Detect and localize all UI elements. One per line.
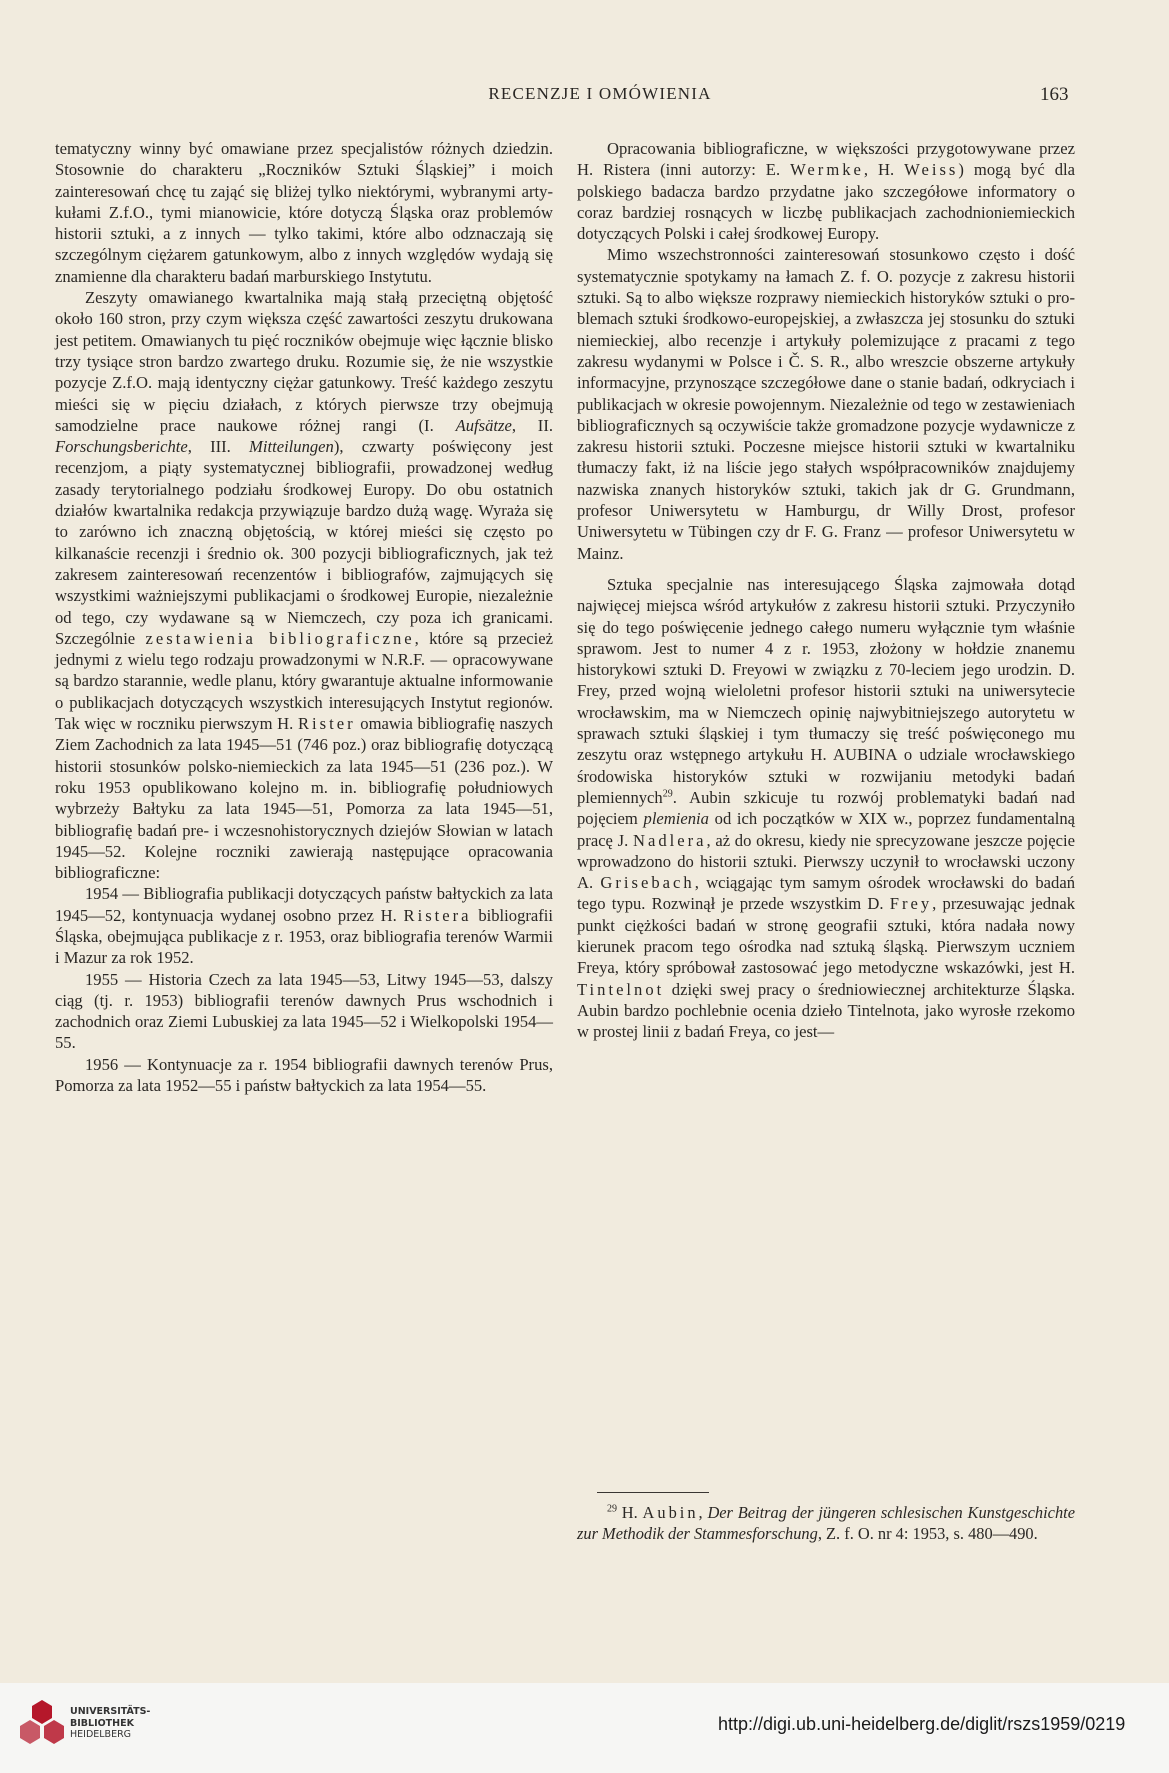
spaced-name: Rister xyxy=(297,714,356,734)
italic-term: Aufsätze xyxy=(455,415,512,435)
footnote-title: Der Beitrag der jüngeren schlesischen Kunstgeschichte zur Methodik der Stammesforschung xyxy=(577,1503,1075,1544)
text-run: 1954 — Bibliografia publikacji dotyczących państw bałtyckich za lata 1945—52, kontynuacja wydanej osobno przez H. xyxy=(55,884,553,925)
right-paragraph-2: Mimo wszechstronności zainteresowań stosunkowo często i dość systematycznie spotykamy na łamach Z. f. O. pozycje z zakresu historii sztuki. Są to albo większe rozprawy niemieckich historyków sztuki o problemach sztuki środkowo-europejskiej, a zwłaszcza jej stosunku do sztuki niemieckiej, albo recenzje i artykuły polemizujące z pracami z tego zakresu wydanymi w Polsce i Č. S. R., albo wreszcie obszerne artykuły informacyjne, przynoszące szczegółowe dane o stanie badań, odkryciach i publikacjach w okresie powojennym. Niezależnie od tego w zestawieniach bibliograficznych są oczywiście także gromadzone pozycje wydawnicze z zakresu historii sztuki. Poczesne miejsce historii sztuki w kwartalniku tłumaczy fakt, iż na liście jego stałych współpracowników znajdujemy nazwiska znanych historyków sztuki, takich jak dr G. Grundmann, profesor Uniwersytetu w Hamburgu, dr Willy Drost, profesor Uniwersytetu w Tübingen czy dr F. G. Franz — profesor Uniwersytetu w Mainz. xyxy=(577,245,1075,563)
italic-term: plemienia xyxy=(643,809,709,829)
spaced-name: Ristera xyxy=(403,905,472,925)
left-column xyxy=(55,138,553,1096)
library-name-line: BIBLIOTHEK xyxy=(70,1717,134,1729)
right-column xyxy=(577,138,1075,1042)
library-name-line: UNIVERSITÄTS- xyxy=(70,1706,151,1717)
right-paragraph-3 xyxy=(577,574,1075,1043)
library-seal-icon xyxy=(18,1698,66,1752)
spaced-name: Nadlera xyxy=(632,830,707,850)
left-paragraph-1: tematyczny winny być omawiane przez specjalistów różnych dziedzin. Stosownie do charakteru „Roczników Sztuki Śląskiej” i moich zainteresowań chcę tu zająć się bliżej tylko niektórymi, wybranymi artykułami Z.f.O., tymi mianowicie, które dotyczą Śląska oraz problemów historii sztuki, a z innych — tylko takimi, które albo odznaczają się szczególnym ciężarem gatunkowym, albo z innych względów wydają się znamienne dla charakteru badań marburskiego Instytutu. xyxy=(55,139,553,286)
spaced-name: Frey xyxy=(889,894,933,914)
library-logo[interactable] xyxy=(18,1696,168,1756)
spaced-term: zestawienia bibliograficzne xyxy=(145,628,415,648)
footnote-divider xyxy=(597,1492,709,1493)
text-run: bibliografii Śląska, obejmująca publikacje z r. 1953, oraz bibliografia terenów Warmii i Mazur za rok 1952. xyxy=(55,905,554,968)
left-paragraph-4: 1955 — Historia Czech za lata 1945—53, Litwy 1945—53, dalszy ciąg (tj. r. 1953) bibliografii terenów dawnych Prus wschodnich i zachodnich oraz Ziemi Lubuskiej za lata 1945—52 i Wielkopolski 1954—55. xyxy=(55,969,553,1053)
left-paragraph-2 xyxy=(55,287,553,883)
text-run: omawia bibliografię naszych Ziem Zachodnich za lata 1945—51 (746 poz.) oraz bibliografię dotyczącą historii stosunków polsko-niemieckich za lata 1945—51 (236 poz.). W roku 1953 opublikowano kolejno m. in. bibliografię południowych wybrzeży Bałtyku za lata 1945—51, Pomorza za lata 1945—51, bibliografię badań pre- i wczesnohistorycznych dziejów Słowian w latach 1945—52. Kolejne roczniki zawierają następujące opracowania bibliograficzne: xyxy=(55,714,553,883)
page-number: 163 xyxy=(1040,84,1069,105)
permalink-url[interactable]: http://digi.ub.uni-heidelberg.de/diglit/rszs1959/0219 xyxy=(718,1714,1126,1734)
footnote-ref: 29 xyxy=(662,788,673,800)
text-run: . Aubin szkicuje tu rozwój problematyki badań nad pojęciem xyxy=(577,787,1075,829)
spaced-name: Grisebach xyxy=(600,873,695,893)
text-run: dzięki swej pracy o średniowiecznej architekturze Śląska. Aubin bardzo pochlebnie ocenia dzieło Tintelnota, jako wyrosłe rzekomo w prostej linii z badań Freya, co jest— xyxy=(577,979,1075,1042)
spaced-name: Tintelnot xyxy=(577,979,665,999)
left-paragraph-5: 1956 — Kontynuacje za r. 1954 bibliografii dawnych terenów Prus, Pomorza za lata 1952—55 i państw bałtyckich za lata 1954—55. xyxy=(55,1054,553,1096)
library-name-line: HEIDELBERG xyxy=(70,1729,132,1740)
library-name xyxy=(70,1706,150,1741)
footnote-citation: , Z. f. O. nr 4: 1953, s. 480—490. xyxy=(817,1524,1038,1544)
text-run: , H. xyxy=(863,160,905,180)
text-run: , II. xyxy=(511,415,554,435)
text-run: , aż do okresu, kiedy nie sprecyzowane jeszcze pojęcie wprowadzono do historii sztuki. Pierwszy uczynił to wrocławski uczony A. xyxy=(577,830,1076,893)
text-run: Zeszyty omawianego kwartalnika mają stałą przeciętną objętość około 160 stron, przy czym większa część zawartości zeszytu drukowana jest petitem. Omawianych tu pięć roczników obejmuje więc łącznie blisko trzy tysiące stron bardzo zwartego druku. Rozumie się, że nie wszystkie pozycje Z.f.O. mają identyczny ciężar gatunkowy. Treść każdego zeszytu mieści się w pięciu działach, z których pierwsze trzy obejmują samodzielne prace naukowe różnej rangi (I. xyxy=(55,288,553,435)
text-run: ), czwarty poświęcony jest recenzjom, a piąty systematycznej bibliografii, prowadzonej według zasady terytorialnego podziału środkowej Europy. Do obu ostatnich działów kwartalnika redakcja przywiązuje bardzo dużą wagę. Wyraża się to zarówno ich znaczną objętością, w której mieści się często po kilkanaście recenzji i średnio ok. 300 pozycji bibliograficznych, jak też zakresem zainteresowań recenzentów i bibliografów, zajmujących się wszystkimi ważniejszymi publikacjami o środkowej Europie, niezależnie od tego, czy wydawane są w Niemczech, czy poza ich granicami. Szczególnie xyxy=(55,437,553,648)
text-run: , wciągając tym samym ośrodek wrocławski do badań tego typu. Rozwinął je przede wszystkim D. xyxy=(577,873,1076,914)
text-run: ) mogą być dla polskiego badacza bardzo przydatne jako szczegółowe informatory o coraz bardziej rosnących w liczbę publikacjach zachodnioniemieckich dotyczących Polski i całej środkowej Europy. xyxy=(577,160,1075,244)
spaced-name: Wermke xyxy=(790,160,864,180)
left-paragraph-3 xyxy=(55,883,553,968)
running-title: RECENZJE I OMÓWIENIA xyxy=(488,84,712,103)
footnote-29: $^{29}$ H. Aubin, Der Beitrag der jüngeren schlesischen Kunstgeschichte zur Methodik der Stammesforschung, Z. f. O. nr 4: 1953, s. 480—490. xyxy=(577,1503,1075,1544)
spaced-name: Weiss xyxy=(904,160,959,180)
text-run: , III. xyxy=(187,437,250,457)
right-paragraph-1 xyxy=(577,138,1075,244)
text-run: Opracowania bibliograficzne, w większości przygotowywane przez H. Ristera (inni autorzy: E. xyxy=(577,139,1075,180)
text-run: , przesuwając jednak punkt ciężkości badań w stronę geografii sztuki, która nadała nowy kierunek pracom tego ośrodka nad sztuką śląską. Pierwszym uczniem Freya, który spróbował zastosować jego metodyczne wskazówki, jest H. xyxy=(577,894,1075,978)
page-header xyxy=(0,84,1169,114)
text-run: Sztuka specjalnie nas interesującego Śląska zajmowała dotąd najwięcej miejsca wśród artykułów z zakresu historii sztuki. Przyczyniło się do tego poświęcenie jednego całego numeru wyłącznie tym właśnie sprawom. Jest to numer 4 z r. 1953, złożony w hołdzie znanemu historykowi sztuki D. Freyowi w związku z 70-leciem jego urodzin. D. Frey, przed wojną wieloletni profesor historii sztuki na uniwersytecie wrocławskim, ma w Niemczech opinię najwybitniejszego autorytetu w sprawach sztuki śląskiej i tym tłumaczy się treść poświęconego mu zeszytu oraz wstępnego artykułu H. AUBINA o udziale wrocławskiego środowiska historyków sztuki w rozwijaniu metodyki badań plemiennych xyxy=(577,574,1075,807)
italic-term: Forschungsberichte xyxy=(55,437,188,457)
italic-term: Mitteilungen xyxy=(249,437,334,457)
footnote-number: 29 xyxy=(607,1503,617,1515)
text-run: , które są przecież jednymi z wielu tego rodzaju prowadzonymi w N.R.F. — opracowywane są bardzo starannie, wedle planu, który gwarantuje aktualne informowanie o publikacjach dotyczących wszystkich interesujących Instytut regionów. Tak więc w roczniku pierwszym H. xyxy=(55,628,553,734)
footnote-author: Aubin xyxy=(642,1503,699,1522)
text-run: od ich początków w XIX w., poprzez fundamentalną pracę J. xyxy=(577,809,1076,850)
